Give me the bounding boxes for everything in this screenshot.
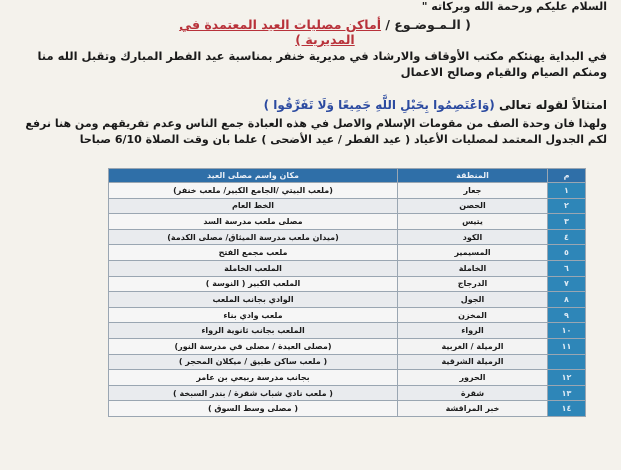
row-number: ٧ bbox=[548, 276, 586, 292]
row-number: ٦ bbox=[548, 260, 586, 276]
row-place: (ملعب البيتي /الجامع الكبير/ ملعب خنفر) bbox=[109, 183, 398, 199]
table-row bbox=[109, 245, 586, 261]
row-number: ٤ bbox=[548, 229, 586, 245]
prayer-grounds-table bbox=[108, 168, 586, 417]
row-place: ملعب مجمع الفتح bbox=[109, 245, 398, 261]
greeting: السلام عليكم ورحمة الله وبركاته " bbox=[421, 0, 607, 13]
row-number: ٢ bbox=[548, 198, 586, 214]
paragraph-verse bbox=[7, 98, 607, 112]
row-number: ١١ bbox=[548, 338, 586, 354]
row-region: الرميلة الشرقية bbox=[398, 354, 548, 370]
table-row bbox=[109, 292, 586, 308]
row-region: الرواء bbox=[398, 323, 548, 339]
subject-text: أماكن مصليات العيد المعتمدة في المديرية ) bbox=[179, 17, 382, 47]
table-row bbox=[109, 370, 586, 386]
table-row bbox=[109, 385, 586, 401]
row-number: ١٣ bbox=[548, 385, 586, 401]
paragraph-intro: في البداية يهنئكم مكتب الأوقاف والارشاد في مديرية خنفر بمناسبة عيد الفطر المبارك وتقبل الله منا ومنكم الصيام والقيام وصالح الاعمال bbox=[37, 49, 607, 79]
row-place: (مصلى العيدة / مصلى في مدرسة النور) bbox=[109, 338, 398, 354]
row-place: مصلى ملعب مدرسة السد bbox=[109, 214, 398, 230]
row-place: (ميدان ملعب مدرسة الميثاق/ مصلى الكدمة) bbox=[109, 229, 398, 245]
table-row bbox=[109, 276, 586, 292]
table-row bbox=[109, 183, 586, 199]
table-row bbox=[109, 229, 586, 245]
row-region: الدرجاج bbox=[398, 276, 548, 292]
row-place: الملعب الكبير ( النوسة ) bbox=[109, 276, 398, 292]
subject-label: ( الـمـوضـوع / bbox=[385, 17, 471, 32]
row-region: الحصن bbox=[398, 198, 548, 214]
table-row bbox=[109, 338, 586, 354]
table-row bbox=[109, 214, 586, 230]
row-region: يتيس bbox=[398, 214, 548, 230]
row-place: الخط العام bbox=[109, 198, 398, 214]
table-row bbox=[109, 260, 586, 276]
row-region: خبر المراقشة bbox=[398, 401, 548, 417]
row-region: جعار bbox=[398, 183, 548, 199]
row-region: المسيمير bbox=[398, 245, 548, 261]
row-number: ٥ bbox=[548, 245, 586, 261]
table-row bbox=[109, 198, 586, 214]
row-number: ١٢ bbox=[548, 370, 586, 386]
table-row bbox=[109, 354, 586, 370]
row-number: ١٤ bbox=[548, 401, 586, 417]
table-row bbox=[109, 401, 586, 417]
subject-line bbox=[160, 17, 490, 47]
row-number: ٨ bbox=[548, 292, 586, 308]
verse-lead: امتثالاً لقوله تعالى bbox=[498, 98, 607, 112]
row-region: الرميلة / الغربية bbox=[398, 338, 548, 354]
row-number: ٩ bbox=[548, 307, 586, 323]
row-place: ملعب وادي بناء bbox=[109, 307, 398, 323]
row-place: الملعب بجانب ثانوية الرواء bbox=[109, 323, 398, 339]
row-region: المخزن bbox=[398, 307, 548, 323]
row-number: ١ bbox=[548, 183, 586, 199]
table-row bbox=[109, 323, 586, 339]
row-place: الوادي بجانب الملعب bbox=[109, 292, 398, 308]
row-region: الخاملة bbox=[398, 260, 548, 276]
row-place: الملعب الخاملة bbox=[109, 260, 398, 276]
row-number bbox=[548, 354, 586, 370]
header-place: مكان واسم مصلى العيد bbox=[109, 169, 398, 183]
row-region: الكود bbox=[398, 229, 548, 245]
row-region: الحرور bbox=[398, 370, 548, 386]
header-number: م bbox=[548, 169, 586, 183]
row-place: ( ملعب ساكن طبيق / ميكلان المحجر ) bbox=[109, 354, 398, 370]
row-region: الجول bbox=[398, 292, 548, 308]
row-number: ١٠ bbox=[548, 323, 586, 339]
row-number: ٣ bbox=[548, 214, 586, 230]
header-region: المنطقة bbox=[398, 169, 548, 183]
table-header-row bbox=[109, 169, 586, 183]
row-place: ( مصلى وسط السوق ) bbox=[109, 401, 398, 417]
row-region: شقرة bbox=[398, 385, 548, 401]
row-place: ( ملعب نادي شباب شقرة / بندر السبخة ) bbox=[109, 385, 398, 401]
row-place: بجانب مدرسة ربيعي بن عامر bbox=[109, 370, 398, 386]
paragraph-schedule: ولهذا فان وحدة الصف من مقومات الإسلام والاصل في هذه العبادة جمع الناس وعدم تفريقهم ومن هنا نرفع لكم الجدول المعتمد لمصليات الأعياد ( عيد الفطر / عيد الأضحى ) علما بان وقت الصلاة 6/10 صباحا bbox=[25, 117, 607, 146]
table-row bbox=[109, 307, 586, 323]
quran-verse: (وَاعْتَصِمُوا بِحَبْلِ اللَّهِ جَمِيعًا وَلَا تَفَرَّقُوا ) bbox=[263, 98, 495, 112]
